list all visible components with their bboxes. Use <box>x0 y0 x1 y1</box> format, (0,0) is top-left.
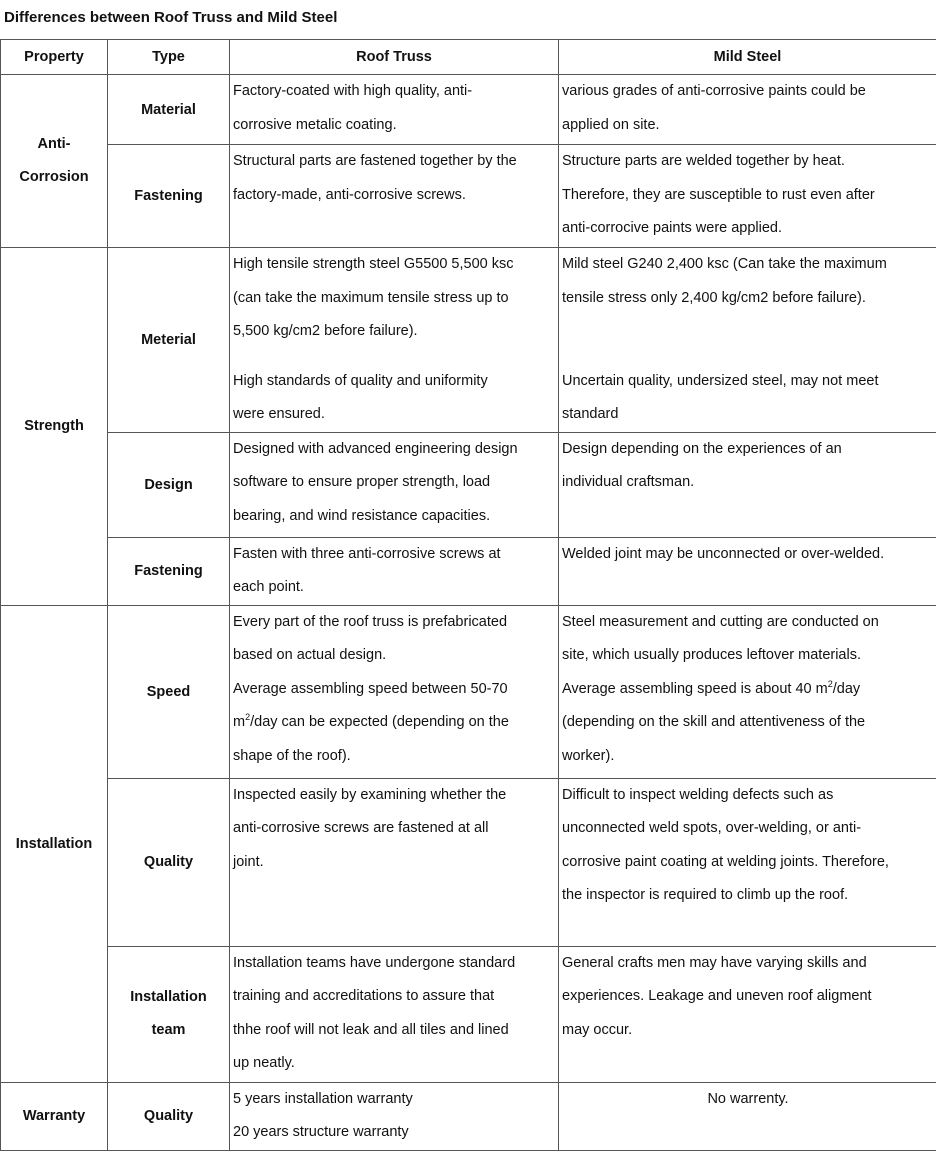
roof-truss-cell <box>230 248 559 433</box>
type-cell <box>108 248 230 433</box>
roof-truss-text: anti-corrosive screws are fastened at all <box>233 820 489 836</box>
roof-truss-text: High tensile strength steel G5500 5,500 ksc <box>233 256 514 272</box>
roof-truss-text: 20 years structure warranty <box>233 1124 409 1140</box>
type-label: Quality <box>143 1108 194 1124</box>
type-label: Installation <box>130 988 207 1005</box>
type-cell <box>108 145 230 248</box>
mild-steel-text: experiences. Leakage and uneven roof aligment <box>562 988 872 1004</box>
property-cell <box>1 605 108 1082</box>
mild-steel-text <box>562 673 934 707</box>
type-label: team <box>151 1022 186 1038</box>
mild-steel-text: Design depending on the experiences of an <box>562 440 842 457</box>
paragraph-gap <box>233 349 556 365</box>
table-header-row <box>1 40 936 75</box>
roof-truss-text: up neatly. <box>233 1055 295 1071</box>
mild-steel-text: (depending on the skill and attentiveness of the <box>562 714 866 730</box>
mild-steel-text: corrosive paint coating at welding joints. Therefore, <box>562 853 889 870</box>
superscript: 2 <box>245 712 251 723</box>
property-label: Strength <box>24 418 84 435</box>
table-row <box>1 778 936 946</box>
table-row <box>1 537 936 605</box>
roof-truss-text: Fasten with three anti-corrosive screws at <box>233 545 501 562</box>
roof-truss-text: Factory-coated with high quality, anti- <box>233 83 473 99</box>
table-row <box>1 75 936 145</box>
roof-truss-cell <box>230 145 559 248</box>
roof-truss-cell <box>230 75 559 145</box>
unit-text: m <box>233 714 246 730</box>
unit-text: Average assembling speed is about 40 m <box>562 680 828 697</box>
mild-steel-text: Structure parts are welded together by heat. <box>562 153 845 169</box>
mild-steel-cell <box>559 537 936 605</box>
roof-truss-cell <box>230 1082 559 1150</box>
property-label: Warranty <box>22 1108 86 1124</box>
mild-steel-text: may occur. <box>562 1021 633 1038</box>
mild-steel-text: tensile stress only 2,400 kg/cm2 before failure). <box>562 289 866 306</box>
mild-steel-text: Welded joint may be unconnected or over-welded. <box>562 545 885 562</box>
roof-truss-text: bearing, and wind resistance capacities. <box>233 507 491 524</box>
superscript: 2 <box>827 678 833 689</box>
roof-truss-text: 5 years installation warranty <box>233 1090 413 1107</box>
type-label: Meterial <box>141 331 196 348</box>
table-row <box>1 248 936 433</box>
table-row <box>1 145 936 248</box>
unit-text: /day can be expected (depending on the <box>250 714 509 730</box>
roof-truss-text: each point. <box>233 579 304 595</box>
type-cell <box>108 605 230 778</box>
type-cell <box>108 946 230 1082</box>
property-cell <box>1 248 108 606</box>
roof-truss-text: Inspected easily by examining whether the <box>233 786 507 803</box>
header-property: Property <box>1 40 108 75</box>
type-cell <box>108 432 230 537</box>
roof-truss-text: corrosive metalic coating. <box>233 116 397 133</box>
roof-truss-text: thhe roof will not leak and all tiles and lined <box>233 1021 509 1038</box>
roof-truss-text <box>233 706 556 740</box>
page-title: Differences between Roof Truss and Mild Steel <box>4 9 338 26</box>
roof-truss-cell <box>230 946 559 1082</box>
mild-steel-text: various grades of anti-corrosive paints could be <box>562 83 866 99</box>
table-row <box>1 1082 936 1150</box>
roof-truss-text: Average assembling speed between 50-70 <box>233 680 508 697</box>
roof-truss-text: were ensured. <box>233 406 325 422</box>
mild-steel-text: applied on site. <box>562 116 660 133</box>
property-label: Installation <box>15 835 93 852</box>
unit-text: /day <box>832 680 861 697</box>
roof-truss-text: Every part of the roof truss is prefabricated <box>233 613 508 630</box>
type-label: Fastening <box>134 563 203 579</box>
property-cell <box>1 75 108 248</box>
roof-truss-text: factory-made, anti-corrosive screws. <box>233 186 466 203</box>
type-label: Quality <box>143 854 194 870</box>
type-label: Fastening <box>134 188 203 204</box>
mild-steel-cell <box>559 75 936 145</box>
mild-steel-cell <box>559 605 936 778</box>
mild-steel-text: worker). <box>562 747 615 764</box>
mild-steel-cell <box>559 778 936 946</box>
mild-steel-text: individual craftsman. <box>562 474 695 490</box>
roof-truss-cell <box>230 537 559 605</box>
header-type: Type <box>108 40 230 75</box>
mild-steel-text: the inspector is required to climb up the roof. <box>562 887 849 903</box>
type-cell <box>108 537 230 605</box>
table-row <box>1 432 936 537</box>
roof-truss-text: software to ensure proper strength, load <box>233 474 491 490</box>
roof-truss-cell <box>230 605 559 778</box>
mild-steel-text <box>562 315 934 349</box>
type-cell <box>108 75 230 145</box>
header-roof-truss: Roof Truss <box>230 40 559 75</box>
mild-steel-text: No warrenty. <box>707 1090 789 1107</box>
type-label: Design <box>144 476 193 493</box>
roof-truss-text: shape of the roof). <box>233 747 351 764</box>
paragraph-gap <box>562 349 934 365</box>
type-label: Material <box>141 101 196 118</box>
roof-truss-text: Structural parts are fastened together by the <box>233 153 517 169</box>
mild-steel-text: Steel measurement and cutting are conducted on <box>562 613 879 630</box>
table-row <box>1 605 936 778</box>
roof-truss-text: 5,500 kg/cm2 before failure). <box>233 323 418 339</box>
roof-truss-text: (can take the maximum tensile stress up to <box>233 289 509 306</box>
property-label: Corrosion <box>19 169 89 185</box>
type-label: Speed <box>146 683 191 700</box>
roof-truss-text: based on actual design. <box>233 647 387 663</box>
mild-steel-cell <box>559 1082 936 1150</box>
type-cell <box>108 1082 230 1150</box>
property-cell <box>1 1082 108 1150</box>
mild-steel-cell <box>559 946 936 1082</box>
header-mild-steel: Mild Steel <box>559 40 936 75</box>
mild-steel-cell <box>559 145 936 248</box>
mild-steel-cell <box>559 248 936 433</box>
roof-truss-cell <box>230 432 559 537</box>
mild-steel-text: unconnected weld spots, over-welding, or anti- <box>562 820 862 836</box>
mild-steel-text: Uncertain quality, undersized steel, may not meet <box>562 372 879 389</box>
table-row <box>1 946 936 1082</box>
mild-steel-text: standard <box>562 406 619 422</box>
roof-truss-text: High standards of quality and uniformity <box>233 372 488 389</box>
mild-steel-text: Therefore, they are susceptible to rust even after <box>562 186 875 203</box>
roof-truss-cell <box>230 778 559 946</box>
type-cell <box>108 778 230 946</box>
roof-truss-text: Installation teams have undergone standard <box>233 954 516 971</box>
mild-steel-cell <box>559 432 936 537</box>
mild-steel-text: General crafts men may have varying skills and <box>562 954 867 971</box>
mild-steel-text: Mild steel G240 2,400 ksc (Can take the maximum <box>562 256 887 272</box>
property-label: Anti- <box>37 135 71 152</box>
mild-steel-text: site, which usually produces leftover materials. <box>562 647 861 663</box>
mild-steel-text: anti-corrocive paints were applied. <box>562 220 783 236</box>
roof-truss-text: Designed with advanced engineering design <box>233 440 518 457</box>
mild-steel-text: Difficult to inspect welding defects such as <box>562 786 834 803</box>
roof-truss-text: training and accreditations to assure that <box>233 988 495 1004</box>
comparison-table <box>0 39 936 1151</box>
roof-truss-text: joint. <box>233 853 264 870</box>
